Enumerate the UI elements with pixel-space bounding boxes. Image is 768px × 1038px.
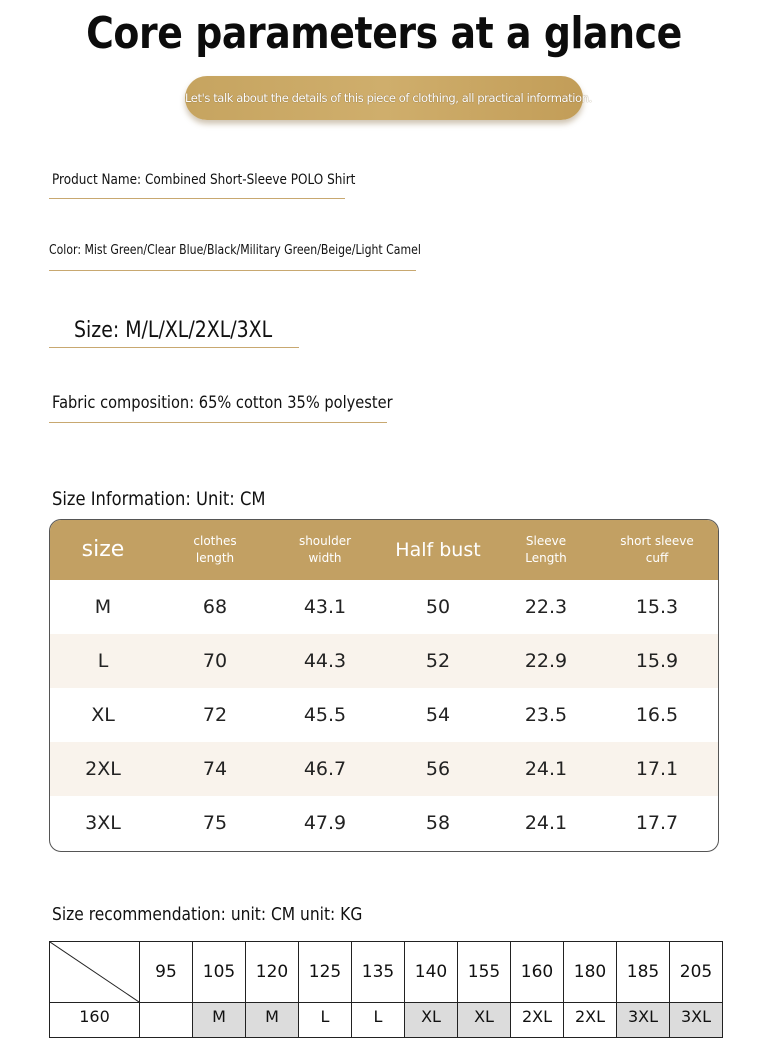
cell: 43.1 [303, 596, 347, 618]
header-cuff: short sleeve cuff [620, 534, 694, 565]
rec-cell: XL [405, 1003, 458, 1038]
cell: 46.7 [303, 758, 347, 780]
cell-size: M [94, 596, 112, 618]
weight-header-row [50, 942, 723, 1003]
header-half-bust: Half bust [395, 538, 481, 561]
rec-cell: 3XL [617, 1003, 670, 1038]
cell: 22.3 [524, 596, 568, 618]
cell: 22.9 [524, 650, 568, 672]
cell: 24.1 [524, 812, 568, 834]
cell: 50 [425, 596, 451, 618]
table-row [50, 634, 718, 688]
cell: 75 [202, 812, 228, 834]
table-row [50, 688, 718, 742]
weight-header: 160 [511, 942, 564, 1003]
cell: 23.5 [524, 704, 568, 726]
rec-cell: M [246, 1003, 299, 1038]
height-row [50, 1003, 723, 1038]
rec-cell: 3XL [670, 1003, 723, 1038]
weight-header: 205 [670, 942, 723, 1003]
cell-size: L [97, 650, 109, 672]
cell: 15.3 [635, 596, 679, 618]
cell: 16.5 [635, 704, 679, 726]
header-size: size [81, 537, 125, 562]
weight-header: 155 [458, 942, 511, 1003]
cell-size: 3XL [85, 812, 121, 834]
header-clothes-length: clothes length [193, 534, 237, 565]
size-table-header [50, 520, 718, 580]
cell: 58 [425, 812, 451, 834]
table-row [50, 580, 718, 634]
fabric-composition: Fabric composition: 65% cotton 35% polyester [52, 393, 393, 413]
cell: 15.9 [635, 650, 679, 672]
cell: 17.7 [635, 812, 679, 834]
cell: 52 [425, 650, 451, 672]
cell: 68 [202, 596, 228, 618]
weight-header: 135 [352, 942, 405, 1003]
table-row [50, 796, 718, 850]
size-info-title: Size Information: Unit: CM [52, 488, 266, 510]
weight-header: 185 [617, 942, 670, 1003]
rec-cell: M [193, 1003, 246, 1038]
table-row [50, 742, 718, 796]
weight-header: 140 [405, 942, 458, 1003]
header-sleeve-length: Sleeve Length [525, 534, 567, 565]
weight-header: 95 [140, 942, 193, 1003]
size-recommendation-table [49, 941, 723, 1038]
page-title: Core parameters at a glance [86, 8, 682, 59]
cell-size: 2XL [85, 758, 121, 780]
rec-cell: L [352, 1003, 405, 1038]
divider [49, 422, 387, 423]
corner-cell [50, 942, 140, 1003]
size-table [49, 519, 719, 852]
cell: 24.1 [524, 758, 568, 780]
size-rec-title: Size recommendation: unit: CM unit: KG [52, 904, 363, 925]
rec-cell: 2XL [564, 1003, 617, 1038]
cell: 70 [202, 650, 228, 672]
header-shoulder-width: shoulder width [298, 534, 352, 565]
height-label: 160 [50, 1003, 140, 1038]
cell: 74 [202, 758, 228, 780]
cell: 47.9 [303, 812, 347, 834]
cell: 44.3 [303, 650, 347, 672]
rec-cell: 2XL [511, 1003, 564, 1038]
color-list: Color: Mist Green/Clear Blue/Black/Military Green/Beige/Light Camel [49, 243, 421, 258]
subtitle-text: Let's talk about the details of this piece of clothing, all practical information. [185, 91, 592, 105]
diagonal-line [50, 942, 139, 1002]
rec-cell: L [299, 1003, 352, 1038]
subtitle-banner [185, 76, 592, 120]
weight-header: 120 [246, 942, 299, 1003]
cell-size: XL [91, 704, 115, 726]
cell: 17.1 [635, 758, 679, 780]
divider [49, 198, 345, 199]
product-name: Product Name: Combined Short-Sleeve POLO Shirt [52, 172, 356, 188]
rec-cell: XL [458, 1003, 511, 1038]
weight-header: 125 [299, 942, 352, 1003]
size-list: Size: M/L/XL/2XL/3XL [74, 318, 273, 343]
cell: 56 [425, 758, 451, 780]
cell: 45.5 [303, 704, 347, 726]
divider [49, 347, 299, 348]
cell: 72 [202, 704, 228, 726]
rec-cell [140, 1003, 193, 1038]
weight-header: 105 [193, 942, 246, 1003]
divider [49, 270, 416, 271]
cell: 54 [425, 704, 451, 726]
weight-header: 180 [564, 942, 617, 1003]
